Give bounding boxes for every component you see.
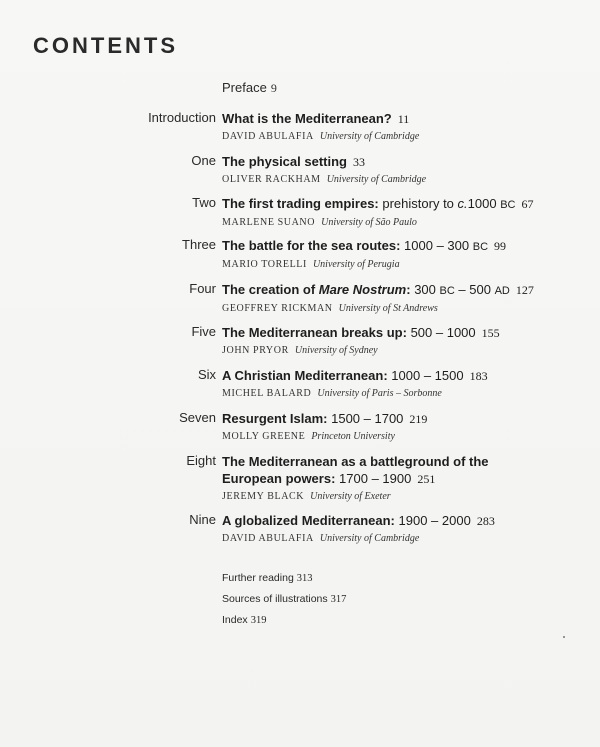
chapter-entry-seven bbox=[0, 410, 600, 453]
chapter-period: 1000 – 300 BC bbox=[404, 238, 489, 253]
chapter-label: Five bbox=[191, 324, 216, 339]
chapter-page: 283 bbox=[476, 514, 495, 528]
chapter-entry-six bbox=[0, 367, 600, 410]
chapter-entry-two bbox=[0, 195, 600, 237]
chapter-author: JOHN PRYOR University of Sydney bbox=[222, 345, 378, 356]
chapter-entry-nine bbox=[0, 512, 600, 555]
chapter-author: MICHEL BALARD University of Paris – Sorbonne bbox=[222, 388, 442, 399]
chapter-page: 11 bbox=[397, 112, 410, 126]
chapter-page: 219 bbox=[409, 412, 428, 426]
chapter-label: Nine bbox=[189, 512, 216, 527]
chapter-page: 183 bbox=[469, 369, 488, 383]
chapter-affiliation: University of Exeter bbox=[310, 491, 391, 502]
chapter-entry-eight bbox=[0, 453, 600, 512]
chapter-affiliation: University of Cambridge bbox=[326, 174, 427, 185]
chapter-title: The Mediterranean as a battleground of the European powers: 1700 – 1900 251 bbox=[222, 454, 489, 486]
chapter-entry-one bbox=[0, 153, 600, 195]
chapter-page: 251 bbox=[417, 472, 436, 486]
chapter-period: 1700 – 1900 bbox=[339, 471, 412, 486]
chapter-label: Seven bbox=[179, 410, 216, 425]
chapter-affiliation: University of São Paulo bbox=[321, 217, 417, 228]
chapter-author: GEOFFREY RICKMAN University of St Andrews bbox=[222, 303, 438, 314]
chapter-period: prehistory to c.1000 BC bbox=[382, 196, 516, 211]
chapter-affiliation: University of Sydney bbox=[294, 345, 378, 356]
chapter-title: The Mediterranean breaks up: 500 – 1000 155 bbox=[222, 325, 500, 340]
chapter-entry-four bbox=[0, 281, 600, 324]
chapter-title: A Christian Mediterranean: 1000 – 1500 183 bbox=[222, 368, 488, 383]
back-matter-list bbox=[222, 568, 346, 631]
chapter-title: The first trading empires: prehistory to c.1000 BC 67 bbox=[222, 196, 534, 211]
chapter-affiliation: Princeton University bbox=[311, 431, 395, 442]
chapter-title: What is the Mediterranean? 11 bbox=[222, 111, 410, 126]
chapter-affiliation: University of Cambridge bbox=[319, 533, 420, 544]
chapter-entry-three bbox=[0, 237, 600, 281]
chapter-entry-introduction bbox=[0, 110, 600, 153]
preface-title: Preface bbox=[222, 80, 267, 95]
preface-page: 9 bbox=[270, 81, 277, 95]
chapter-title: The creation of Mare Nostrum: 300 BC – 500 AD 127 bbox=[222, 282, 534, 297]
back-matter-item: Further reading 313 bbox=[222, 572, 313, 584]
page-title: CONTENTS bbox=[33, 33, 178, 58]
chapter-label: Eight bbox=[186, 453, 216, 468]
chapter-author: MARIO TORELLI University of Perugia bbox=[222, 259, 400, 270]
chapter-author: MOLLY GREENE Princeton University bbox=[222, 431, 395, 442]
chapter-page: 99 bbox=[494, 239, 507, 253]
chapter-period: 300 BC – 500 AD bbox=[414, 282, 510, 297]
chapter-author: MARLENE SUANO University of São Paulo bbox=[222, 217, 417, 228]
chapter-label: One bbox=[191, 153, 216, 168]
chapter-entry-five bbox=[0, 324, 600, 367]
chapter-title: Resurgent Islam: 1500 – 1700 219 bbox=[222, 411, 428, 426]
chapter-affiliation: University of Cambridge bbox=[319, 131, 420, 142]
chapter-author: OLIVER RACKHAM University of Cambridge bbox=[222, 174, 427, 185]
chapter-author: DAVID ABULAFIA University of Cambridge bbox=[222, 131, 420, 142]
chapter-affiliation: University of Paris – Sorbonne bbox=[317, 388, 442, 399]
chapter-list bbox=[0, 110, 600, 555]
chapter-period: 500 – 1000 bbox=[410, 325, 476, 340]
chapter-period: 1500 – 1700 bbox=[331, 411, 404, 426]
back-matter-item: Index 319 bbox=[222, 614, 267, 626]
chapter-label: Introduction bbox=[148, 110, 216, 125]
chapter-page: 127 bbox=[515, 283, 534, 297]
chapter-period: 1900 – 2000 bbox=[398, 513, 471, 528]
chapter-period: 1000 – 1500 bbox=[391, 368, 464, 383]
chapter-page: 155 bbox=[481, 326, 500, 340]
page-speck bbox=[563, 636, 565, 638]
chapter-title: The battle for the sea routes: 1000 – 300 BC 99 bbox=[222, 238, 507, 253]
chapter-affiliation: University of Perugia bbox=[312, 259, 400, 270]
back-matter-item: Sources of illustrations 317 bbox=[222, 593, 347, 605]
chapter-author: DAVID ABULAFIA University of Cambridge bbox=[222, 533, 420, 544]
chapter-label: Six bbox=[197, 367, 216, 382]
chapter-affiliation: University of St Andrews bbox=[338, 303, 438, 314]
chapter-title: A globalized Mediterranean: 1900 – 2000 283 bbox=[222, 513, 495, 528]
chapter-page: 33 bbox=[352, 155, 365, 169]
preface-entry bbox=[222, 80, 277, 96]
chapter-label: Four bbox=[189, 281, 216, 296]
chapter-page: 67 bbox=[521, 197, 534, 211]
chapter-label: Two bbox=[192, 195, 216, 210]
chapter-author: JEREMY BLACK University of Exeter bbox=[222, 491, 391, 502]
chapter-title: The physical setting 33 bbox=[222, 154, 365, 169]
chapter-label: Three bbox=[182, 237, 216, 252]
